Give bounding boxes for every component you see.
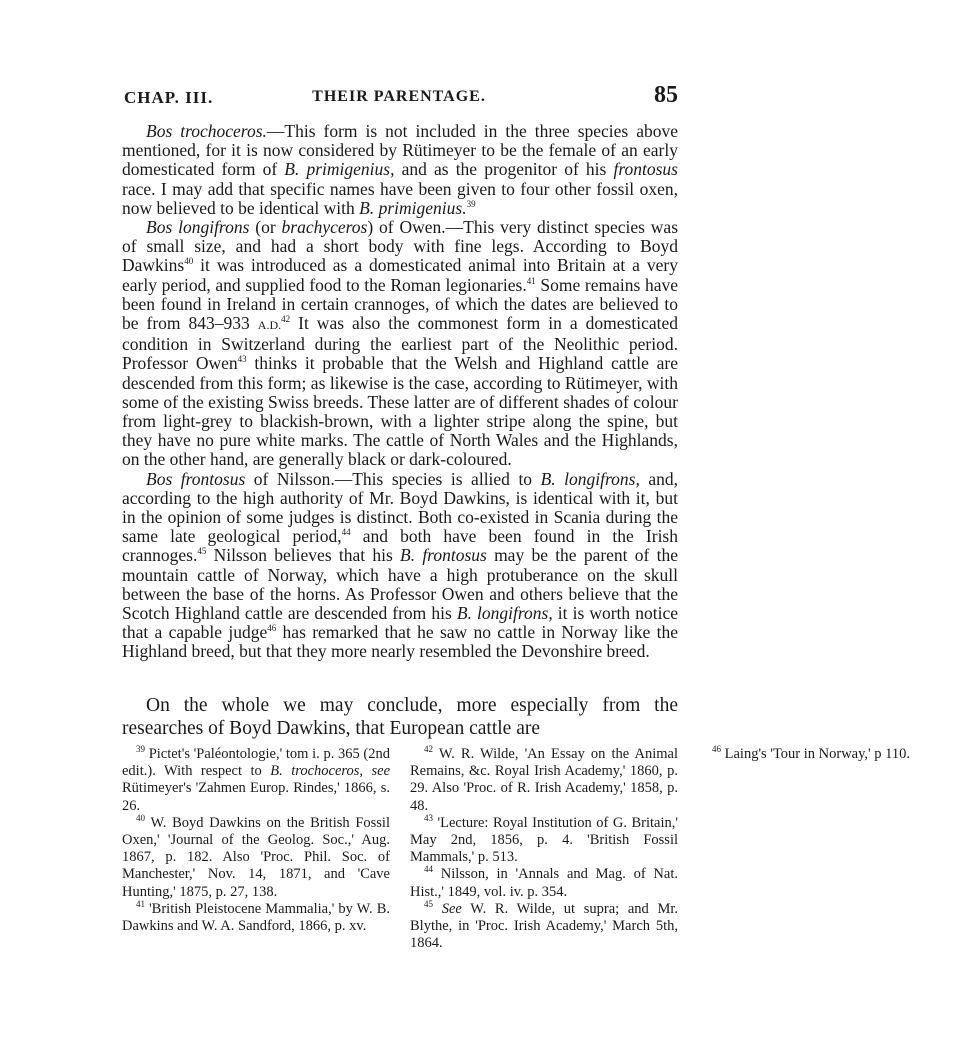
- footnote-text: Laing's 'Tour in Norway,' p 110.: [724, 746, 910, 762]
- footnote-43: [410, 812, 678, 867]
- chapter-label: CHAP. III.: [124, 88, 214, 107]
- text-run: of Nilsson.—This species is allied to: [245, 468, 541, 489]
- footnote-44: [410, 866, 678, 900]
- footnote-ref: 43: [237, 354, 247, 365]
- species-name: Bos frontosus: [146, 468, 246, 489]
- text-run: and as the progenitor of his: [394, 159, 614, 180]
- footnote-ref: 39: [466, 198, 476, 209]
- italic-run: B. primigenius.: [359, 197, 467, 218]
- paragraph-bos-longifrons: [122, 218, 678, 470]
- footnote-number: 46: [712, 744, 721, 755]
- footnote-number: 45: [424, 899, 433, 909]
- footnote-42: [410, 746, 678, 815]
- footnote-text: 'Lecture: Royal Institution of G. Britain,' May 2nd, 1856, p. 4. 'British Fossil Mammals,' p. 513.: [410, 814, 678, 866]
- italic-run: B. primigenius,: [284, 159, 395, 180]
- footnote-ref: 40: [184, 256, 194, 267]
- text-run: thinks it probable that the Welsh and Highland cattle are descended from this form; as likewise is the case, according to Rütimeyer, with some of the existing Swiss breeds. These latter are of different shades of colour from light-grey to blackish-brown, with a lighter stripe along the spine, but they have no pure white marks. The cattle of North Wales and the Highlands, on the other hand, are generally black or dark-coloured.: [122, 353, 678, 470]
- footnote-text: W. Boyd Dawkins on the British Fossil Oxen,' 'Journal of the Geolog. Soc.,' Aug. 1867, p. 182. Also 'Proc. Phil. Soc. of Manchester,' Nov. 14, 1871, and 'Cave Hunting,' 1875, p. 27, 138.: [122, 814, 390, 900]
- italic-run: B. frontosus: [400, 545, 487, 566]
- footnotes: [122, 744, 910, 960]
- footnote-ref: 46: [267, 623, 277, 634]
- footnote-text: Pictet's 'Paléontologie,' tom i. p. 365 (2nd edit.). With respect to: [122, 746, 391, 780]
- text-run: (or: [249, 217, 282, 238]
- text-run: It was also the commonest form in a domesticated condition in Switzerland during the earliest part of the Neolithic period. Professor Owen: [122, 313, 678, 374]
- footnote-number: 43: [424, 812, 433, 823]
- footnote-46: [698, 746, 966, 763]
- footnote-number: 40: [136, 812, 145, 823]
- footnote-text: 'British Pleistocene Mammalia,' by W. B. Dawkins and W. A. Sandford, 1866, p. xv.: [122, 900, 391, 935]
- running-title: THEIR PARENTAGE.: [312, 88, 486, 105]
- italic-run: B. longifrons,: [456, 603, 553, 624]
- text-run: ) of Owen.—This very distinct species was of small size, and had a short body with fine legs. According to Boyd Dawkins: [122, 217, 679, 276]
- text-run: has remarked that he saw no cattle in Norway like the Highland breed, but that they more nearly resembled the Devonshire breed.: [122, 622, 678, 662]
- footnote-41: [122, 901, 390, 935]
- italic-run: See: [441, 900, 462, 917]
- footnote-ref: 45: [197, 546, 207, 557]
- conclusion-paragraph: On the whole we may conclude, more especially from the researches of Boyd Dawkins, that European cattle are: [122, 695, 678, 739]
- footnote-ref: 42: [281, 314, 291, 325]
- italic-run: B. longifrons,: [540, 468, 640, 489]
- text-run: and both have been found in the Irish crannoges.: [122, 526, 678, 566]
- footnote-number: 39: [136, 744, 145, 755]
- italic-run: B. trochoceros, see: [270, 763, 391, 780]
- footnote-ref: 44: [341, 527, 351, 538]
- footnote-39: [122, 746, 390, 815]
- text-run: may be the parent of the mountain cattle of Norway, which have a high protuberance on the skull between the base of the horns. As Professor Owen and others believe that the Scotch Highland cattle are descended from his: [122, 545, 678, 624]
- footnote-number: 44: [424, 864, 433, 875]
- footnote-45: [410, 901, 678, 953]
- footnote-text: Nilsson, in 'Annals and Mag. of Nat. Hist.,' 1849, vol. iv. p. 354.: [410, 866, 678, 900]
- text-run: it is worth notice that a capable judge: [122, 603, 678, 643]
- text-run: Some remains have been found in Ireland in certain crannoges, of which the dates are believed to be from 843–933: [122, 274, 679, 334]
- species-name: Bos trochoceros.: [146, 121, 267, 141]
- text-run: —This form is not included in the three species above mentioned, for it is now considered by Rütimeyer to be the female of an early domesticated form of: [122, 121, 679, 180]
- era-abbrev: A.D.: [257, 318, 282, 333]
- paragraph-bos-trochoceros: [122, 122, 678, 218]
- footnote-40: [122, 812, 390, 901]
- italic-run: frontosus: [613, 159, 678, 180]
- footnote-text: Rütimeyer's 'Zahmen Europ. Rindes,' 1866, s. 26.: [122, 780, 390, 814]
- species-name: Bos longifrons: [146, 217, 250, 238]
- text-run: it was introduced as a domesticated animal into Britain at a very early period, and supplied food to the Roman legionaries.: [122, 255, 678, 295]
- paragraph-bos-frontosus: [122, 470, 678, 662]
- footnote-number: 42: [424, 744, 433, 755]
- page-number: 85: [654, 82, 678, 108]
- italic-run: brachyceros: [281, 217, 368, 238]
- footnote-text: W. R. Wilde, 'An Essay on the Animal Remains, &c. Royal Irish Academy,' 1860, p. 29. Also 'Proc. of R. Irish Academy,' 1858, p. 48.: [410, 746, 678, 814]
- running-header: [120, 82, 678, 114]
- footnote-text: W. R. Wilde, ut supra; and Mr. Blythe, in 'Proc. Irish Academy,' March 5th, 1864.: [410, 900, 679, 952]
- text-run: Nilsson believes that his: [206, 545, 401, 566]
- footnote-ref: 41: [526, 275, 536, 286]
- text-run: and, according to the high authority of Mr. Boyd Dawkins, is identical with it, but in the opinion of some judges is distinct. Both co-existed in Scania during the same late geological period,: [122, 468, 678, 547]
- main-text: [122, 122, 678, 662]
- text-run: race. I may add that specific names have been given to four other fossil oxen, now believed to be identical with: [122, 178, 678, 218]
- footnote-number: 41: [136, 899, 145, 909]
